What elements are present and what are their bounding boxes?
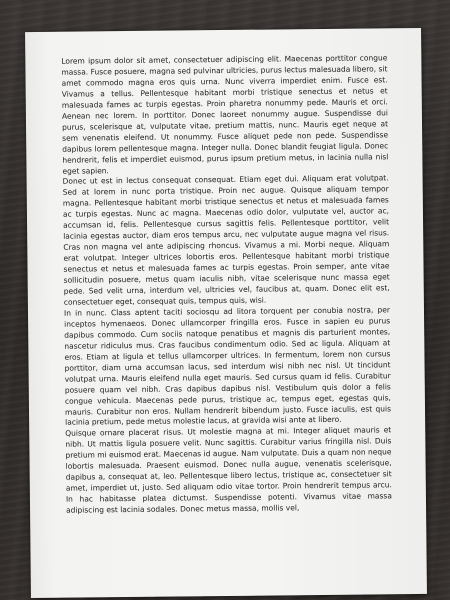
document-body [61,53,392,516]
paragraph-2: Donec ut est in lectus consequat consequat. Etiam eget dui. Aliquam erat volutpat. Sed at lorem in nunc porta tristique. Proin nec augue. Quisque aliquam tempor magna. Pellentesque habitant morbi tristique senectus et netus et malesuada fames ac turpis egestas. Nunc ac magna. Maecenas odio dolor, vulputate vel, auctor ac, accumsan id, felis. Pellentesque cursus sagittis felis. Pellentesque porttitor, velit lacinia egestas auctor, diam eros tempus arcu, nec vulputate augue magna vel risus. Cras non magna vel ante adipiscing rhoncus. Vivamus a mi. Morbi neque. Aliquam erat volutpat. Integer ultrices lobortis eros. Pellentesque habitant morbi tristique senectus et netus et malesuada fames ac turpis egestas. Proin semper, ante vitae sollicitudin posuere, metus quam iaculis nibh, vitae scelerisque nunc massa eget pede. Sed velit urna, interdum vel, ultricies vel, faucibus at, quam. Donec elit est, consectetuer eget, consequat quis, tempus quis, wisi. [62,173,390,307]
paper-sheet [25,28,427,598]
paragraph-1: Lorem ipsum dolor sit amet, consectetuer adipiscing elit. Maecenas porttitor congue massa. Fusce posuere, magna sed pulvinar ultricies, purus lectus malesuada libero, sit amet commodo magna eros quis urna. Nunc viverra imperdiet enim. Fusce est. Vivamus a tellus. Pellentesque habitant morbi tristique senectus et netus et malesuada fames ac turpis egestas. Proin pharetra nonummy pede. Mauris et orci. Aenean nec lorem. In porttitor. Donec laoreet nonummy augue. Suspendisse dui purus, scelerisque at, vulputate vitae, pretium mattis, nunc. Mauris eget neque at sem venenatis eleifend. Ut nonummy. Fusce aliquet pede non pede. Suspendisse dapibus lorem pellentesque magna. Integer nulla. Donec blandit feugiat ligula. Donec hendrerit, felis et imperdiet euismod, purus ipsum pretium metus, in lacinia nulla nisl eget sapien. [61,53,389,176]
paragraph-4: Quisque ornare placerat risus. Ut molestie magna at mi. Integer aliquet mauris et nibh. Ut mattis ligula posuere velit. Nunc sagittis. Curabitur varius fringilla nisl. Duis pretium mi euismod erat. Maecenas id augue. Nam vulputate. Duis a quam non neque lobortis malesuada. Praesent euismod. Donec nulla augue, venenatis scelerisque, dapibus a, consequat at, leo. Pellentesque libero lectus, tristique ac, consectetuer sit amet, imperdiet ut, justo. Sed aliquam odio vitae tortor. Proin hendrerit tempus arcu. In hac habitasse platea dictumst. Suspendisse potenti. Vivamus vitae massa adipiscing est lacinia sodales. Donec metus massa, mollis vel, [65,425,392,515]
paragraph-3: In in nunc. Class aptent taciti sociosqu ad litora torquent per conubia nostra, per inceptos hymenaeos. Donec ullamcorper fringilla eros. Fusce in sapien eu purus dapibus commodo. Cum sociis natoque penatibus et magnis dis parturient montes, nascetur ridiculus mus. Cras faucibus condimentum odio. Sed ac ligula. Aliquam at eros. Etiam at ligula et tellus ullamcorper ultrices. In fermentum, lorem non cursus porttitor, diam urna accumsan lacus, sed interdum wisi nibh nec nisl. Ut tincidunt volutpat urna. Mauris eleifend nulla eget mauris. Sed cursus quam id felis. Curabitur posuere quam vel nibh. Cras dapibus dapibus nisl. Vestibulum quis dolor a felis congue vehicula. Maecenas pede purus, tristique ac, tempus eget, egestas quis, mauris. Curabitur non eros. Nullam hendrerit bibendum justo. Fusce iaculis, est quis lacinia pretium, pede metus molestie lacus, at gravida wisi ante at libero. [63,305,392,428]
